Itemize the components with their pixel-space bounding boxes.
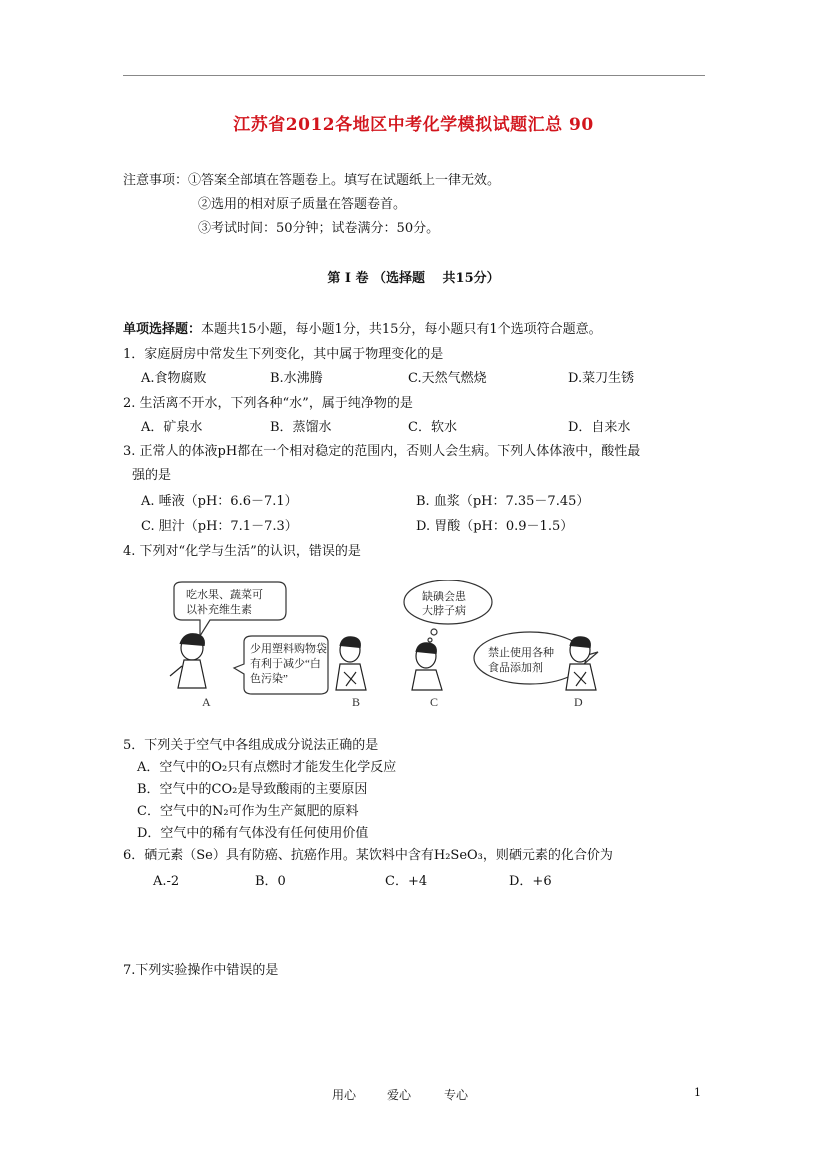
notice-item-2: ②选用的相对原子质量在答题卷首。: [198, 197, 407, 212]
bubble-d-line-2: 食品添加剂: [488, 662, 543, 674]
option: B．0: [255, 874, 286, 889]
figure-label-b: B: [352, 695, 361, 709]
option: A．空气中的O₂只有点燃时才能发生化学反应: [137, 760, 397, 775]
question-stem: 5．下列关于空气中各组成成分说法正确的是: [123, 738, 379, 753]
option: D．+6: [509, 874, 552, 889]
footer-item: 专心: [444, 1088, 469, 1102]
header-rule: [123, 75, 705, 76]
option: A. 唾液（pH：6.6－7.1）: [141, 494, 298, 509]
figure-label-a: A: [202, 695, 211, 709]
question-stem: 7.下列实验操作中错误的是: [123, 963, 279, 978]
footer-item: 用心: [332, 1088, 357, 1102]
option: C．软水: [408, 420, 457, 435]
question-stem: 6．硒元素（Se）具有防癌、抗癌作用。某饮料中含有H₂SeO₃，则硒元素的化合价为: [123, 848, 613, 863]
option: C．+4: [385, 874, 428, 889]
option: D．空气中的稀有气体没有任何使用价值: [137, 826, 369, 841]
option: C.天然气燃烧: [408, 371, 487, 386]
page-number: 1: [694, 1086, 701, 1099]
option: C．空气中的N₂可作为生产氮肥的原料: [137, 804, 359, 819]
bubble-a-line-1: 吃水果、蔬菜可: [186, 589, 263, 601]
bubble-d-line-1: 禁止使用各种: [488, 647, 554, 659]
person-a-figure: [170, 634, 206, 688]
option: A.食物腐败: [141, 371, 207, 386]
notice-item-3: ③考试时间：50分钟；试卷满分：50分。: [198, 221, 440, 236]
person-b-figure: [336, 637, 366, 690]
person-c-figure: [412, 643, 442, 690]
question-stem-cont: 强的是: [132, 468, 172, 483]
bubble-b-line-2: 有利于减少“白: [250, 658, 321, 670]
option: B．蒸馏水: [270, 420, 332, 435]
bubble-b-line-1: 少用塑料购物袋: [250, 643, 327, 655]
question-stem: 4. 下列对“化学与生活”的认识，错误的是: [123, 544, 361, 559]
option: D．自来水: [568, 420, 631, 435]
question-stem: 2. 生活离不开水，下列各种“水”，属于纯净物的是: [123, 396, 413, 411]
instruction-label: 单项选择题：: [123, 322, 202, 337]
bubble-c-line-2: 大脖子病: [422, 605, 466, 617]
section-title: 第 I 卷 （选择题 共15分）: [327, 271, 500, 286]
figure-label-c: C: [430, 695, 439, 709]
bubble-c-line-1: 缺碘会患: [422, 591, 466, 603]
notice-block: [123, 172, 500, 190]
option: C. 胆汁（pH：7.1－7.3）: [141, 519, 298, 534]
option: B. 血浆（pH：7.35－7.45）: [416, 494, 590, 509]
instruction-text: 本题共15小题，每小题1分，共15分，每小题只有1个选项符合题意。: [201, 322, 602, 337]
footer-item: 爱心: [387, 1088, 412, 1102]
option: D. 胃酸（pH：0.9－1.5）: [416, 519, 574, 534]
instruction: [123, 321, 602, 339]
question-stem: 3. 正常人的体液pH都在一个相对稳定的范围内，否则人会生病。下列人体体液中，酸性最: [123, 444, 641, 459]
option: B．空气中的CO₂是导致酸雨的主要原因: [137, 782, 368, 797]
option: D.菜刀生锈: [568, 371, 635, 386]
bubble-a-line-2: 以补充维生素: [186, 604, 252, 616]
option: B.水沸腾: [270, 371, 323, 386]
question-4-illustration: [160, 580, 630, 710]
option: A．矿泉水: [141, 420, 203, 435]
figure-label-d: D: [574, 695, 583, 709]
option: A.-2: [153, 874, 180, 889]
page-title: 江苏省2012各地区中考化学模拟试题汇总 90: [233, 115, 594, 135]
person-d-figure: [566, 637, 596, 690]
question-stem: 1．家庭厨房中常发生下列变化，其中属于物理变化的是: [123, 347, 444, 362]
notice-label: 注意事项：: [123, 173, 189, 188]
bubble-b-line-3: 色污染”: [250, 673, 288, 685]
notice-item-1: ①答案全部填在答题卷上。填写在试题纸上一律无效。: [188, 173, 501, 188]
